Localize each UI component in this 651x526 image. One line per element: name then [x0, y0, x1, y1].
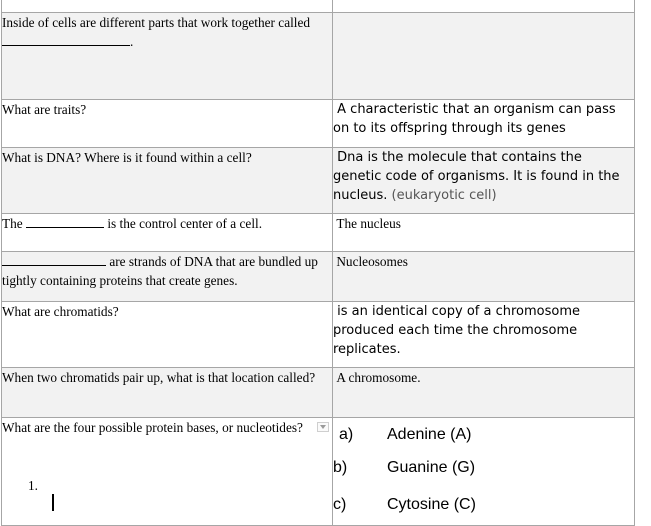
option-letter: a) [339, 426, 354, 443]
answer-text: A chromosome. [336, 370, 421, 385]
option-letter: c) [333, 495, 347, 513]
answer-cell[interactable] [333, 0, 635, 13]
answer-note: (eukaryotic cell) [391, 188, 497, 203]
table-row [2, 0, 635, 13]
answer-text: Nucleosomes [336, 254, 408, 269]
table-row [2, 418, 635, 526]
question-text: What are the four possible protein bases, or nucleotides? [2, 420, 303, 435]
answer-cell[interactable] [333, 148, 635, 214]
table-row [2, 252, 635, 302]
answer-cell[interactable] [333, 252, 635, 302]
option-text: Guanine (G) [387, 459, 476, 476]
table-row [2, 214, 635, 252]
text-cursor [52, 494, 54, 511]
answer-cell[interactable] [333, 100, 635, 148]
question-text: What are chromatids? [2, 304, 119, 319]
question-cell[interactable] [2, 418, 333, 526]
question-cell[interactable] [2, 100, 333, 148]
answer-cell[interactable] [333, 13, 635, 100]
option-a [333, 418, 634, 451]
question-cell[interactable] [2, 368, 333, 418]
question-text: Inside of cells are different parts that work together called [2, 15, 311, 30]
question-cell[interactable] [2, 0, 333, 13]
answer-text: A characteristic that an organism can pass on to its offspring through its genes [333, 102, 616, 136]
question-cell[interactable] [2, 302, 333, 368]
table-row [2, 368, 635, 418]
list-number: 1. [28, 478, 38, 493]
question-text: What is DNA? Where is it found within a cell? [2, 150, 252, 165]
fill-in-blank[interactable] [2, 252, 106, 266]
question-text: The [2, 216, 23, 231]
question-text: When two chromatids pair up, what is that location called? [2, 370, 316, 385]
option-letter: b) [333, 459, 348, 476]
question-text: What are traits? [2, 102, 87, 117]
answer-cell[interactable] [333, 302, 635, 368]
answer-cell[interactable] [333, 368, 635, 418]
table-row [2, 302, 635, 368]
answer-cell[interactable] [333, 418, 635, 526]
answer-text: The nucleus [336, 216, 401, 231]
question-cell[interactable] [2, 148, 333, 214]
table-row [2, 148, 635, 214]
question-cell[interactable] [2, 252, 333, 302]
answer-text: Dna is the molecule that contains the genetic code of organisms. It is found in the nucleus. [333, 150, 620, 203]
dropdown-arrow-icon[interactable] [317, 422, 329, 432]
question-cell[interactable] [2, 214, 333, 252]
question-text: are strands of DNA that are bundled up tightly containing proteins that create genes. [2, 254, 318, 288]
option-text: Cytosine (C) [387, 495, 476, 513]
question-text-suffix: is the control center of a cell. [107, 216, 263, 231]
fill-in-blank[interactable] [26, 214, 104, 228]
question-cell[interactable] [2, 13, 333, 100]
fill-in-blank[interactable] [2, 32, 130, 46]
question-text-suffix: . [130, 34, 134, 49]
answer-cell[interactable] [333, 214, 635, 252]
option-text: Adenine (A) [387, 426, 472, 443]
question-answer-table [1, 0, 635, 526]
table-row [2, 13, 635, 100]
answer-text: is an identical copy of a chromosome produced each time the chromosome replicates. [333, 304, 581, 357]
table-row [2, 100, 635, 148]
option-b [333, 451, 634, 484]
option-c [333, 484, 634, 524]
